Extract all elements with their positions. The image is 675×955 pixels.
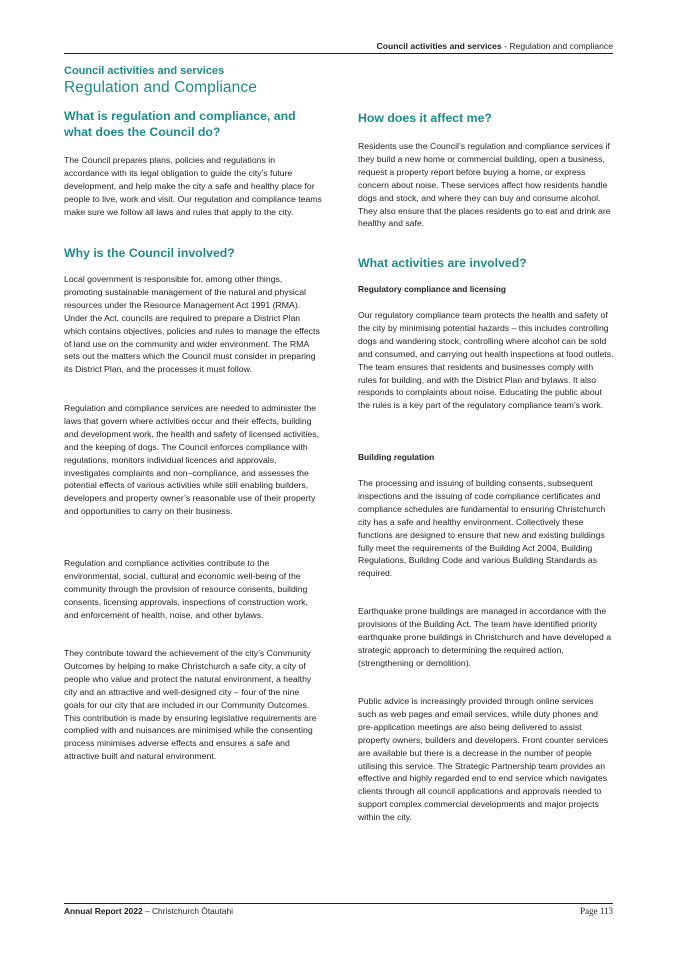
header-separator: - xyxy=(501,41,510,51)
paragraph: Residents use the Council’s regulation and compliance services if they build a new home or commercial building, open a business, request a property report before buying a home, or express concern about noise. These services affect how residents handle dogs and stock, and where they can buy and consume alcohol. They also ensure that the places residents go to eat and drink are healthy and safe. xyxy=(358,141,611,229)
paragraph: Our regulatory compliance team protects the health and safety of the city by minimising potential hazards – this includes controlling dogs and wandering stock, controlling where alcohol can be sold and consumed, and carrying out health inspections at food outlets. The team ensures that residents and businesses comply with rules for building, and with the District Plan and bylaws. It also responds to complaints about noise. Educating the public about the rules is a key part of the regulatory compliance team’s work. xyxy=(358,310,614,411)
heading-what-is: What is regulation and compliance, and what does the Council do? xyxy=(64,109,296,139)
paragraph: Regulation and compliance services are needed to administer the laws that govern where activities occur and their effects, building and development work, the health and safety of licensed activities, and the keeping of dogs. The Council enforces compliance with regulations, monitors individual licences and approvals, investigates complaints and non–compliance, and assesses the potential effects of various activities while still enabling builders, developers and property owner’s reasonable use of their property and opportunities to carry on their business. xyxy=(64,403,319,517)
header-rule xyxy=(64,53,613,54)
paragraph: Earthquake prone buildings are managed in accordance with the provisions of the Building Act. The team have identified priority earthquake prone buildings in Christchurch and have developed a strategic approach to determining the required action, (strengthening or demolition). xyxy=(358,606,612,668)
heading-how-affect: How does it affect me? xyxy=(358,111,492,125)
subheading-building: Building regulation xyxy=(358,452,435,462)
paragraph: Regulation and compliance activities contribute to the environmental, social, cultural and economic well-being of the community through the provision of resource consents, building consents, licensing approvals, inspections of construction work, and enforcement of health, noise, and other bylaws. xyxy=(64,558,308,620)
heading-why-involved: Why is the Council involved? xyxy=(64,246,235,260)
footer-report-title: Annual Report 2022 xyxy=(64,906,143,916)
heading-activities: What activities are involved? xyxy=(358,256,527,270)
paragraph: Local government is responsible for, among other things, promoting sustainable management of the natural and physical resources under the Resource Management Act 1991 (RMA). Under the Act, councils are required to prepare a District Plan which contains objectives, policies and rules to manage the effects of land use on the community and wider environment. The RMA sets out the matters which the Council must consider in preparing its District Plan, and the processes it must follow. xyxy=(64,274,320,375)
header-subsection: Regulation and compliance xyxy=(509,41,613,51)
section-eyebrow: Council activities and services xyxy=(64,65,225,77)
subheading-regulatory: Regulatory compliance and licensing xyxy=(358,284,506,294)
paragraph: The Council prepares plans, policies and regulations in accordance with its legal obligation to guide the city’s future development, and help make the city a safe and healthy place for people to live, work and visit. Our regulation and compliance teams make sure we follow all laws and rules that apply to the city. xyxy=(64,155,322,217)
paragraph: Public advice is increasingly provided through online services such as web pages and email services, while duty phones and pre-application meetings are also being delivered to assist property owners, builders and developers. Front counter services are available but there is a decrease in the number of people utilising this service. The Strategic Partnership team provides an effective and highly regarded end to end service which navigates clients through all council applications and approvals needed to support complex commercial developments and major projects within the city. xyxy=(358,696,609,823)
page-number: Page 113 xyxy=(580,906,613,916)
paragraph: The processing and issuing of building consents, subsequent inspections and the issuing of code compliance certificates and compliance schedules are fundamental to ensuring Christchurch city has a safe and healthy environment. Collectively these functions are designed to ensure that new and existing buildings fully meet the requirements of the Building Act 2004, Building Regulations, Building Code and various Building Standards as required. xyxy=(358,478,606,579)
page-footer xyxy=(64,904,613,918)
page-title: Regulation and Compliance xyxy=(64,79,257,96)
paragraph: They contribute toward the achievement of the city’s Community Outcomes by helping to make Christchurch a safe city, a city of people who value and protect the natural environment, a healthy city and an attractive and well-designed city – four of the nine goals for our city that are included in our Community Outcomes. This contribution is made by ensuring legislative requirements are complied with and nuisances are minimised while the consenting process minimises adverse effects and ensures a safe and attractive built and natural environment. xyxy=(64,648,317,762)
footer-report xyxy=(64,906,233,916)
header-section: Council activities and services xyxy=(376,41,502,51)
footer-report-location: – Christchurch Ōtautahi xyxy=(142,906,233,916)
running-header xyxy=(64,38,613,54)
